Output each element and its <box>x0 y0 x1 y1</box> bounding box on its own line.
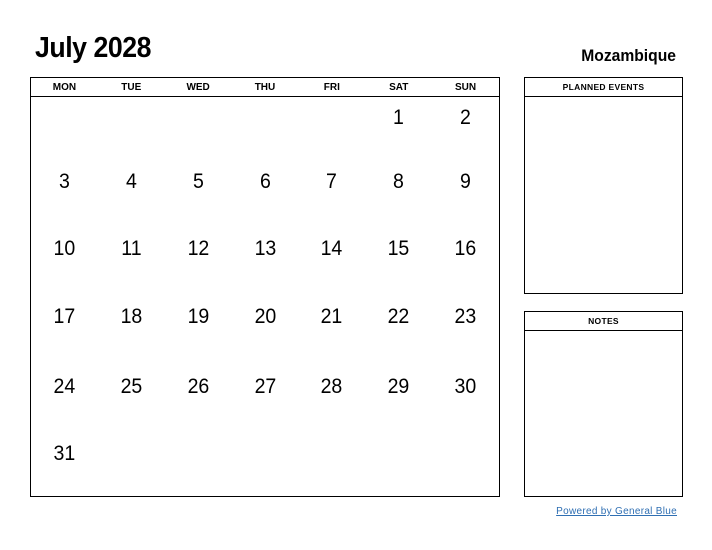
day-cell: 15 <box>387 237 410 260</box>
day-cell <box>100 97 162 161</box>
day-cell: 22 <box>387 305 410 328</box>
notes-panel <box>524 311 683 497</box>
day-cell <box>167 97 229 161</box>
day-cell <box>368 433 430 494</box>
planned-events-header: PLANNED EVENTS <box>525 78 682 97</box>
day-cell <box>167 433 229 494</box>
day-cell: 8 <box>393 170 405 193</box>
country-label: Mozambique <box>581 46 676 65</box>
day-cell <box>234 433 296 494</box>
day-cell: 21 <box>320 305 343 328</box>
day-cell <box>100 433 162 494</box>
day-cell: 16 <box>454 237 477 260</box>
day-cell: 18 <box>120 305 143 328</box>
day-cell: 23 <box>454 305 477 328</box>
weekday-fri: FRI <box>323 82 340 93</box>
day-cell: 17 <box>53 305 76 328</box>
day-cell: 6 <box>259 170 271 193</box>
day-cell: 5 <box>192 170 204 193</box>
powered-by-link[interactable]: Powered by General Blue <box>556 506 677 517</box>
day-cell: 10 <box>53 237 76 260</box>
weekday-mon: MON <box>52 82 77 93</box>
weekday-sat: SAT <box>389 82 409 93</box>
page-title: July 2028 <box>35 32 152 64</box>
day-cell: 26 <box>187 375 209 398</box>
weekday-thu: THU <box>254 82 276 93</box>
day-cell: 12 <box>187 237 209 260</box>
day-cell: 2 <box>460 106 471 129</box>
day-cell: 24 <box>53 375 76 398</box>
day-cell: 14 <box>320 237 343 260</box>
day-cell: 11 <box>121 237 142 260</box>
day-cell: 20 <box>254 305 276 328</box>
notes-header: NOTES <box>525 312 682 331</box>
day-cell <box>434 433 496 494</box>
day-cell <box>301 97 363 161</box>
day-cell <box>234 97 296 161</box>
day-cell <box>33 97 95 161</box>
day-cell: 1 <box>393 106 405 129</box>
day-cell: 29 <box>387 375 410 398</box>
day-cell: 28 <box>320 375 343 398</box>
weekday-sun: SUN <box>455 82 477 93</box>
day-cell: 4 <box>125 170 137 193</box>
day-cell: 19 <box>187 305 209 328</box>
weekday-header-row <box>31 78 499 97</box>
day-cell: 30 <box>454 375 477 398</box>
planned-events-panel <box>524 77 683 294</box>
day-cell: 31 <box>53 442 76 465</box>
day-cell <box>301 433 363 494</box>
day-cell: 9 <box>460 170 471 193</box>
day-cell: 7 <box>326 170 338 193</box>
day-cell: 27 <box>254 375 276 398</box>
day-grid <box>31 97 499 494</box>
weekday-tue: TUE <box>121 82 142 93</box>
day-cell: 13 <box>254 237 276 260</box>
calendar-grid <box>30 77 500 497</box>
weekday-wed: WED <box>186 82 210 93</box>
day-cell: 3 <box>58 170 70 193</box>
day-cell: 25 <box>120 375 143 398</box>
